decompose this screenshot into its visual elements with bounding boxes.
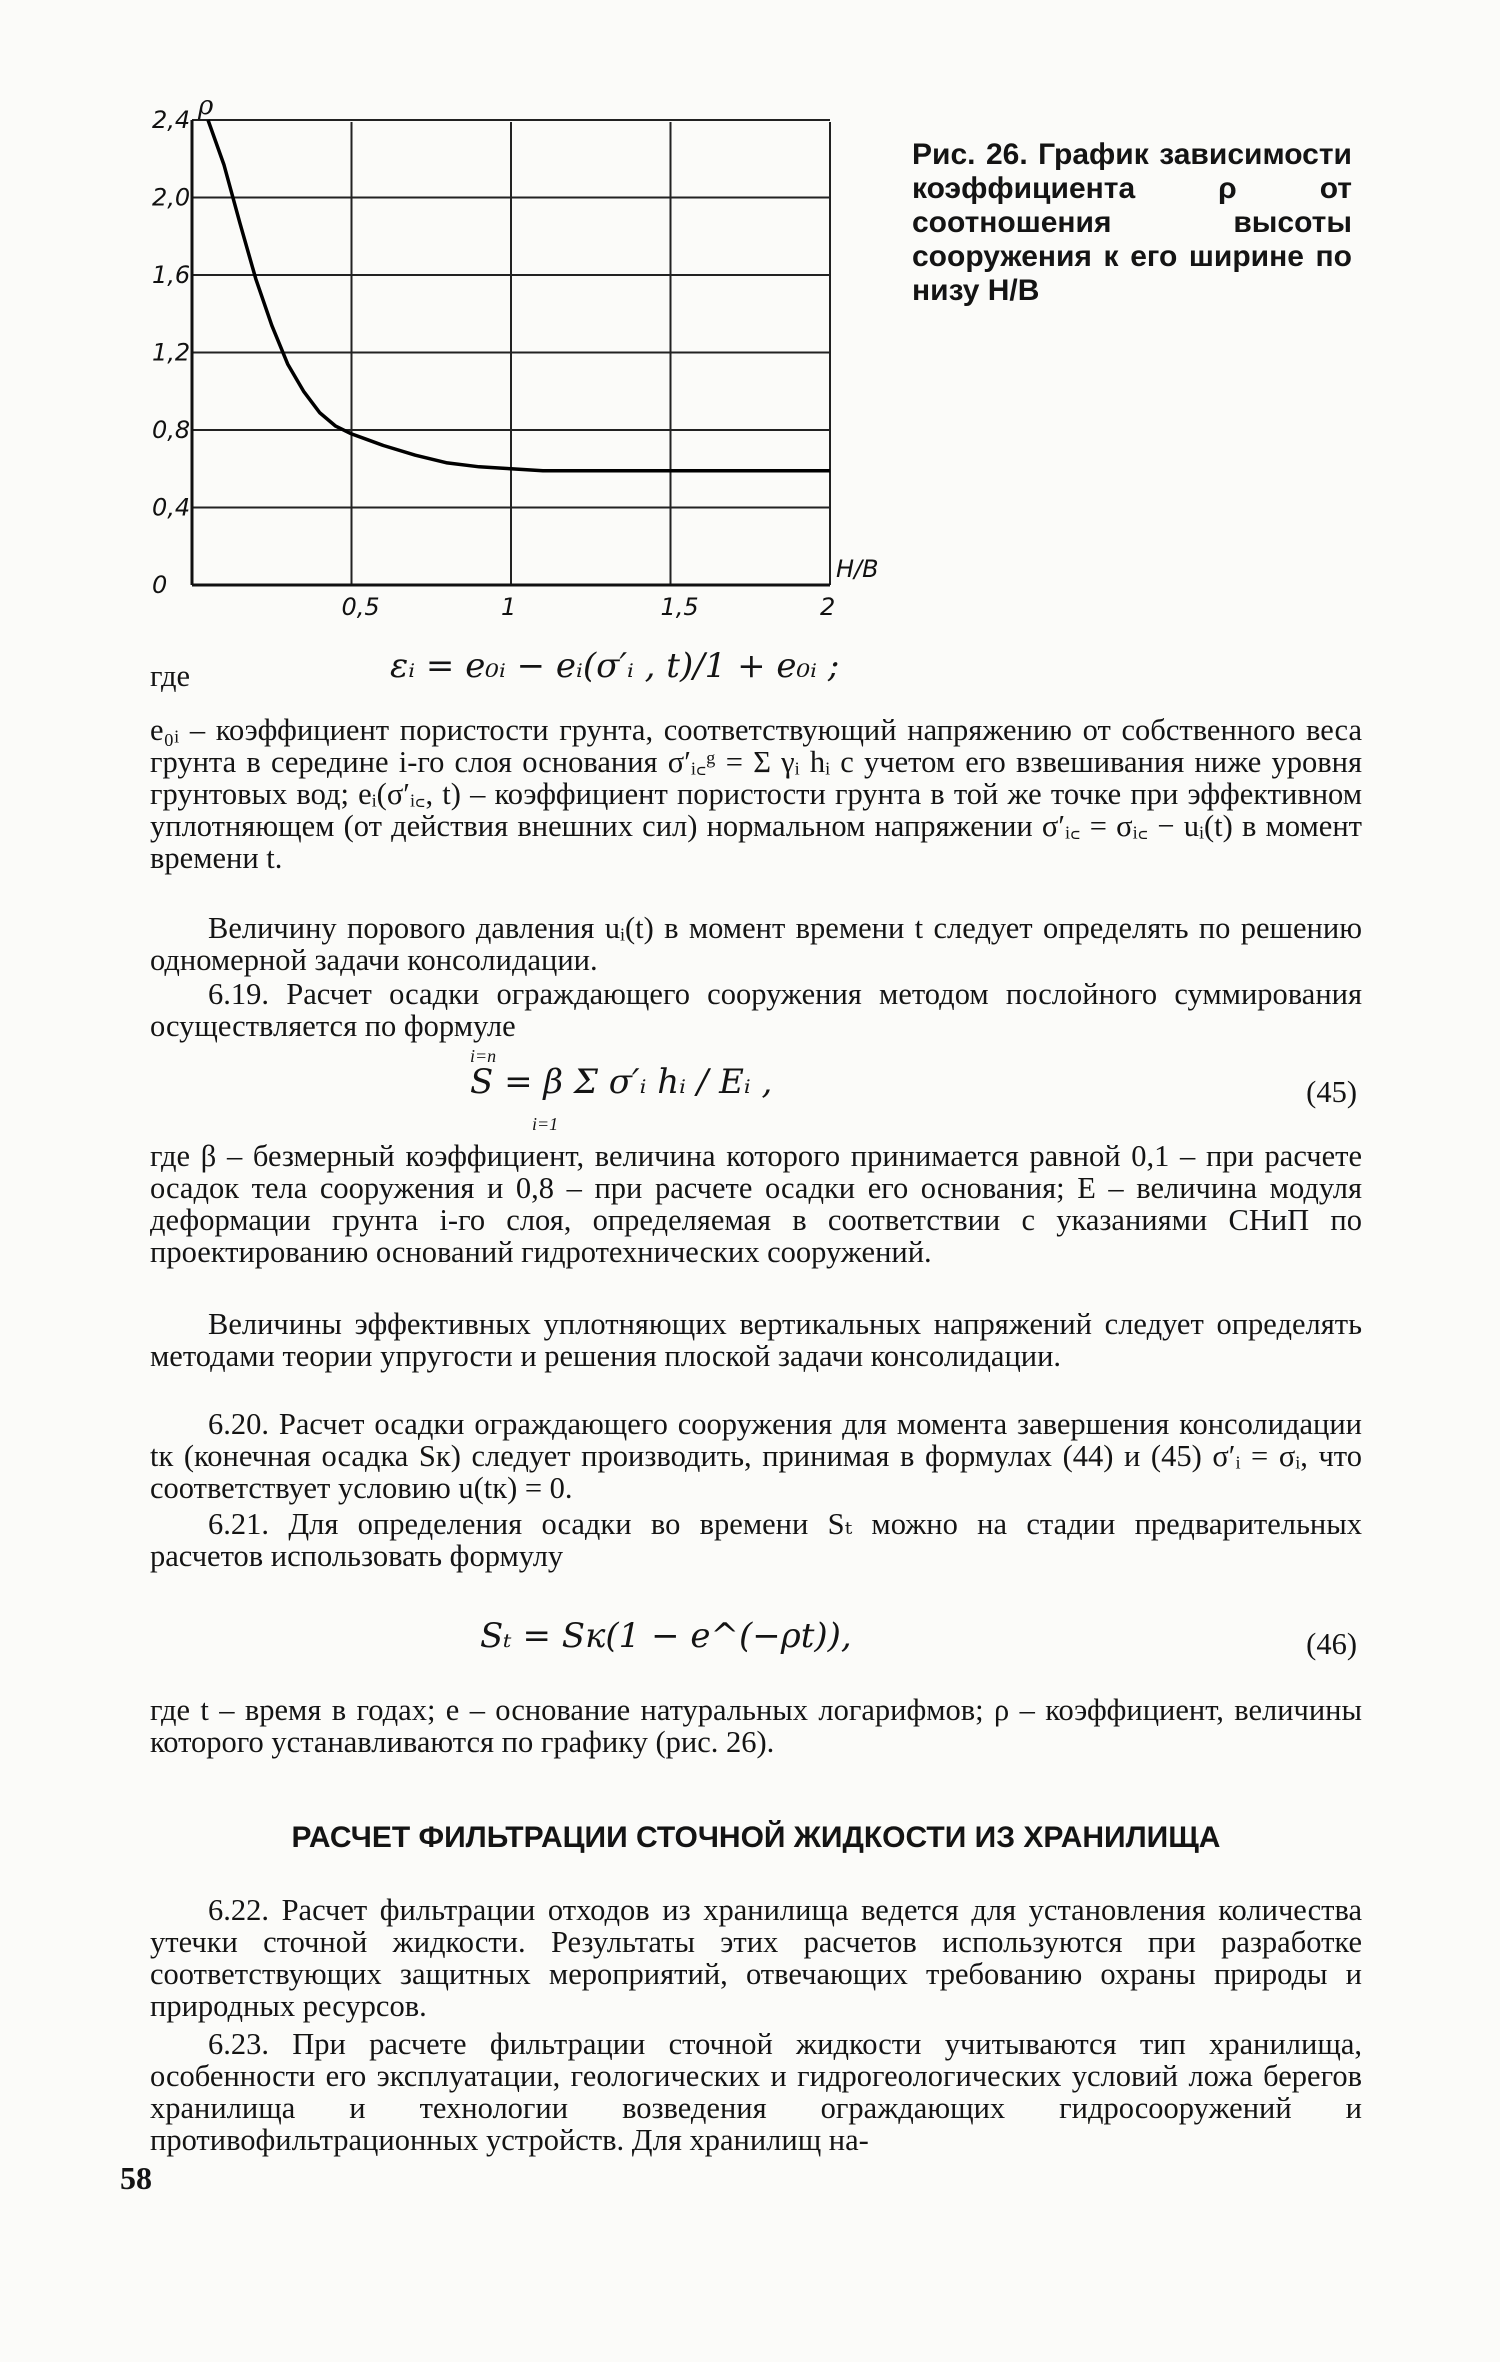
x-tick-label-0: 0,5 — [341, 593, 380, 621]
paragraph-6-20: 6.20. Расчет осадки ограждающего сооружения для момента завершения консолидации tк (конечная осадка Sк) следует производить, принимая в формулах (44) и (45) σ′ᵢ = σᵢ, что соответствует условию u(tк) = 0. — [150, 1407, 1362, 1505]
paragraph-6-21: 6.21. Для определения осадки во времени Sₜ можно на стадии предварительных расчетов использовать формулу — [150, 1507, 1362, 1573]
figure-26-chart — [150, 91, 910, 630]
equation-46-number: (46) — [1306, 1627, 1357, 1661]
paragraph-6-23: 6.23. При расчете фильтрации сточной жидкости учитываются тип хранилища, особенности его эксплуатации, геологических и гидрогеологических условий ложа берегов хранилища и технологии возведения ограждающих гидросооружений и противофильтрационных устройств. Для хранилищ на- — [150, 2027, 1362, 2157]
y-tick-label-1: 0,4 — [152, 493, 191, 522]
paragraph-rho-definition: где t – время в годах; e – основание натуральных логарифмов; ρ – коэффициент, величины которого устанавливаются по графику (рис. 26). — [150, 1693, 1362, 1759]
x-tick-label-2: 1,5 — [660, 593, 699, 621]
eq45-lower-limit: i=1 — [532, 1114, 559, 1134]
where-label: где — [150, 659, 191, 693]
page-number: 58 — [120, 2160, 152, 2196]
paragraph-6-22: 6.22. Расчет фильтрации отходов из хранилища ведется для установления количества утечки сточной жидкости. Результаты этих расчетов используются при разработке соответствующих защитных мероприятий, отвечающих требованию охраны природы и природных ресурсов. — [150, 1893, 1362, 2023]
section-heading: РАСЧЕТ ФИЛЬТРАЦИИ СТОЧНОЙ ЖИДКОСТИ ИЗ ХРАНИЛИЩА — [291, 1821, 1221, 1854]
paragraph-effective-stresses: Величины эффективных уплотняющих вертикальных напряжений следует определять методами теории упругости и решения плоской задачи консолидации. — [150, 1307, 1362, 1373]
figure-caption: Рис. 26. График зависимости коэффициента ρ от соотношения высоты сооружения к его ширине по низу H/B — [912, 138, 1352, 307]
y-tick-label-0: 0 — [152, 571, 168, 599]
eq45-upper-limit: i=n — [470, 1046, 497, 1066]
x-tick-label-3: 2 — [820, 593, 836, 621]
equation-46: Sₜ = Sк(1 − e^(−ρt)), — [480, 1616, 852, 1656]
porosity-formula: εᵢ = e₀ᵢ − eᵢ(σ′ᵢ , t)/1 + e₀ᵢ ; — [390, 646, 840, 686]
equation-45-number: (45) — [1306, 1075, 1357, 1109]
equation-45: S = β Σ σ′ᵢ hᵢ / Eᵢ , — [470, 1062, 773, 1102]
paragraph-beta-definition: где β – безмерный коэффициент, величина которого принимается равной 0,1 – при расчете осадок тела сооружения и 0,8 – при расчете осадки его основания; E – величина модуля деформации грунта i-го слоя, определяемая в соответствии с указаниями СНиП по проектированию оснований гидротехнических сооружений. — [150, 1139, 1362, 1269]
y-axis-label: ρ — [198, 91, 214, 121]
x-axis-label: H/B — [836, 555, 879, 583]
paragraph-porosity-definition: e₀ᵢ – коэффициент пористости грунта, соответствующий напряжению от собственного веса грунта в середине i-го слоя основания σ′ᵢ꜀ᵍ = Σ γᵢ hᵢ с учетом его взвешивания ниже уровня грунтовых вод; eᵢ(σ′ᵢ꜀, t) – коэффициент пористости грунта в той же точке при эффективном уплотняющем (от действия внешних сил) нормальном напряжении σ′ᵢ꜀ = σᵢ꜀ − uᵢ(t) в момент времени t. — [150, 713, 1362, 875]
paragraph-6-19: 6.19. Расчет осадки ограждающего сооружения методом послойного суммирования осуществляется по формуле — [150, 977, 1362, 1043]
y-tick-label-6: 2,4 — [152, 106, 191, 134]
y-tick-label-4: 1,6 — [152, 261, 191, 289]
y-tick-label-5: 2,0 — [152, 183, 191, 212]
paragraph-pore-pressure: Величину порового давления uᵢ(t) в момент времени t следует определять по решению одномерной задачи консолидации. — [150, 911, 1362, 977]
y-tick-label-2: 0,8 — [152, 416, 191, 444]
y-tick-label-3: 1,2 — [152, 338, 191, 367]
chart-svg — [150, 91, 910, 630]
x-tick-label-1: 1 — [501, 593, 517, 621]
rho-curve — [208, 120, 830, 471]
